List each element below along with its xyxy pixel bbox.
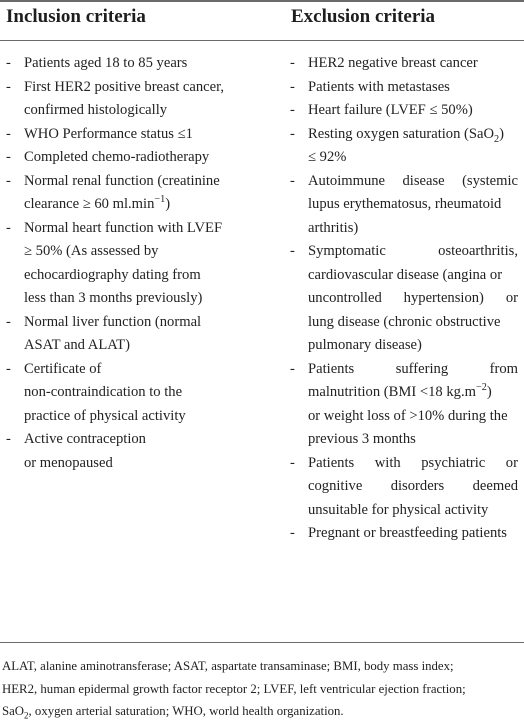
line-text: confirmed histologically bbox=[24, 102, 168, 118]
line-main: malnutrition (BMI <18 kg.m bbox=[308, 384, 476, 400]
inclusion-criteria-list bbox=[6, 52, 274, 475]
line-text: arthritis) bbox=[308, 219, 359, 236]
line-text bbox=[308, 452, 518, 476]
line-text bbox=[308, 170, 518, 194]
line-segment bbox=[2, 704, 344, 721]
word: uncontrolled bbox=[308, 290, 382, 306]
list-dash: - bbox=[290, 360, 295, 377]
word: Patients bbox=[308, 454, 355, 471]
list-dash: - bbox=[290, 125, 295, 142]
line-text: less than 3 months previously) bbox=[24, 290, 203, 306]
line-tail: ) bbox=[486, 384, 492, 400]
inclusion-header: Inclusion criteria bbox=[6, 6, 146, 27]
line-text: pulmonary disease) bbox=[308, 337, 422, 353]
exclusion-criterion bbox=[290, 452, 518, 523]
line-text bbox=[308, 475, 518, 499]
line-text bbox=[308, 123, 518, 147]
exclusion-header: Exclusion criteria bbox=[291, 6, 436, 27]
line-text: Normal renal function (creatinine bbox=[24, 172, 220, 189]
line-text: echocardiography dating from bbox=[24, 266, 201, 283]
line-text: Heart failure (LVEF ≤ 50%) bbox=[308, 102, 473, 118]
list-dash: - bbox=[290, 525, 295, 541]
line-segment bbox=[24, 196, 170, 212]
line-text: non-contraindication to the bbox=[24, 384, 183, 400]
word: psychiatric bbox=[421, 454, 486, 471]
list-dash: - bbox=[290, 78, 295, 95]
list-dash: - bbox=[6, 172, 11, 189]
line-tail: ) bbox=[165, 196, 171, 212]
word: osteoarthritis, bbox=[438, 243, 518, 259]
line-text: practice of physical activity bbox=[24, 407, 186, 424]
line-main: Resting oxygen saturation (SaO bbox=[308, 125, 495, 142]
line-text: Active contraception bbox=[24, 431, 146, 447]
line-text: ASAT and ALAT) bbox=[24, 337, 130, 353]
exclusion-criteria-list bbox=[290, 52, 518, 546]
word: Patients bbox=[308, 360, 355, 377]
line-segment bbox=[308, 125, 505, 145]
superscript: −2 bbox=[475, 382, 487, 394]
line-text: or menopaused bbox=[24, 454, 113, 471]
word: Autoimmune bbox=[308, 172, 386, 189]
line-text bbox=[2, 700, 522, 723]
line-text: ≤ 92% bbox=[308, 149, 347, 165]
line-text bbox=[308, 381, 518, 405]
exclusion-criterion bbox=[290, 99, 518, 123]
word: suffering bbox=[395, 360, 449, 377]
exclusion-criterion bbox=[290, 123, 518, 170]
line-text: Pregnant or breastfeeding patients bbox=[308, 525, 507, 541]
line-text: Normal heart function with LVEF bbox=[24, 219, 223, 236]
inclusion-criterion bbox=[6, 311, 274, 358]
list-dash: - bbox=[6, 219, 11, 236]
list-dash: - bbox=[6, 360, 11, 377]
inclusion-criterion bbox=[6, 76, 274, 123]
word: disorders bbox=[390, 478, 445, 494]
line-text: Patients aged 18 to 85 years bbox=[24, 55, 188, 71]
word: Symptomatic bbox=[308, 243, 386, 259]
line-text: Certificate of bbox=[24, 360, 102, 377]
inclusion-criterion bbox=[6, 217, 274, 311]
line-main: SaO bbox=[2, 704, 25, 718]
top-rule bbox=[0, 0, 524, 2]
line-text: unsuitable for physical activity bbox=[308, 501, 489, 518]
exclusion-criterion bbox=[290, 358, 518, 452]
inclusion-criterion bbox=[6, 358, 274, 429]
word: hypertension) bbox=[403, 290, 484, 306]
line-text: Patients with metastases bbox=[308, 78, 450, 95]
line-text: cardiovascular disease (angina or bbox=[308, 266, 503, 283]
line-tail: , oxygen arterial saturation; WHO, world health organization. bbox=[28, 704, 344, 718]
exclusion-criterion bbox=[290, 52, 518, 76]
line-text bbox=[308, 358, 518, 382]
line-text bbox=[24, 193, 274, 217]
word: disease bbox=[402, 172, 445, 189]
list-dash: - bbox=[290, 243, 295, 259]
line-text: previous 3 months bbox=[308, 431, 416, 447]
line-text: Normal liver function (normal bbox=[24, 313, 202, 330]
line-text bbox=[308, 240, 518, 264]
exclusion-criterion bbox=[290, 522, 518, 546]
word: deemed bbox=[472, 478, 518, 494]
word: with bbox=[374, 454, 401, 471]
footnote bbox=[2, 655, 522, 723]
list-dash: - bbox=[290, 172, 295, 189]
line-text: WHO Performance status ≤1 bbox=[24, 125, 193, 142]
inclusion-criterion bbox=[6, 170, 274, 217]
list-dash: - bbox=[6, 125, 11, 142]
header-rule bbox=[0, 40, 524, 41]
list-dash: - bbox=[290, 55, 295, 71]
bottom-rule bbox=[0, 642, 524, 643]
line-text: First HER2 positive breast cancer, bbox=[24, 78, 225, 95]
list-dash: - bbox=[290, 454, 295, 471]
line-text bbox=[308, 287, 518, 311]
list-dash: - bbox=[290, 102, 295, 118]
inclusion-criterion bbox=[6, 146, 274, 170]
line-main: clearance ≥ 60 ml.min bbox=[24, 196, 155, 212]
line-tail: ) bbox=[499, 125, 505, 142]
list-dash: - bbox=[6, 149, 11, 165]
superscript: −1 bbox=[154, 194, 166, 206]
word: from bbox=[489, 360, 518, 377]
line-text: HER2 negative breast cancer bbox=[308, 55, 478, 71]
exclusion-criterion bbox=[290, 76, 518, 100]
word: or bbox=[505, 290, 518, 306]
list-dash: - bbox=[6, 313, 11, 330]
exclusion-criterion bbox=[290, 240, 518, 358]
list-dash: - bbox=[6, 78, 11, 95]
subscript: 2 bbox=[24, 710, 29, 721]
list-dash: - bbox=[6, 55, 11, 71]
inclusion-criterion bbox=[6, 123, 274, 147]
line-text: ALAT, alanine aminotransferase; ASAT, aspartate transaminase; BMI, body mass index; bbox=[2, 659, 454, 673]
line-segment bbox=[308, 381, 492, 405]
word: (systemic bbox=[462, 172, 518, 189]
line-text: HER2, human epidermal growth factor receptor 2; LVEF, left ventricular ejection fraction; bbox=[2, 681, 466, 696]
subscript: 2 bbox=[494, 133, 500, 145]
inclusion-criterion bbox=[6, 428, 274, 475]
word: or bbox=[505, 454, 518, 471]
line-text: Completed chemo-radiotherapy bbox=[24, 149, 210, 165]
line-text: or weight loss of >10% during the bbox=[308, 407, 508, 424]
list-dash: - bbox=[6, 431, 11, 447]
line-text: ≥ 50% (As assessed by bbox=[24, 243, 159, 259]
line-text: lupus erythematosus, rheumatoid bbox=[308, 196, 502, 212]
exclusion-criterion bbox=[290, 170, 518, 241]
word: cognitive bbox=[308, 478, 363, 494]
line-text: lung disease (chronic obstructive bbox=[308, 313, 501, 330]
inclusion-criterion bbox=[6, 52, 274, 76]
